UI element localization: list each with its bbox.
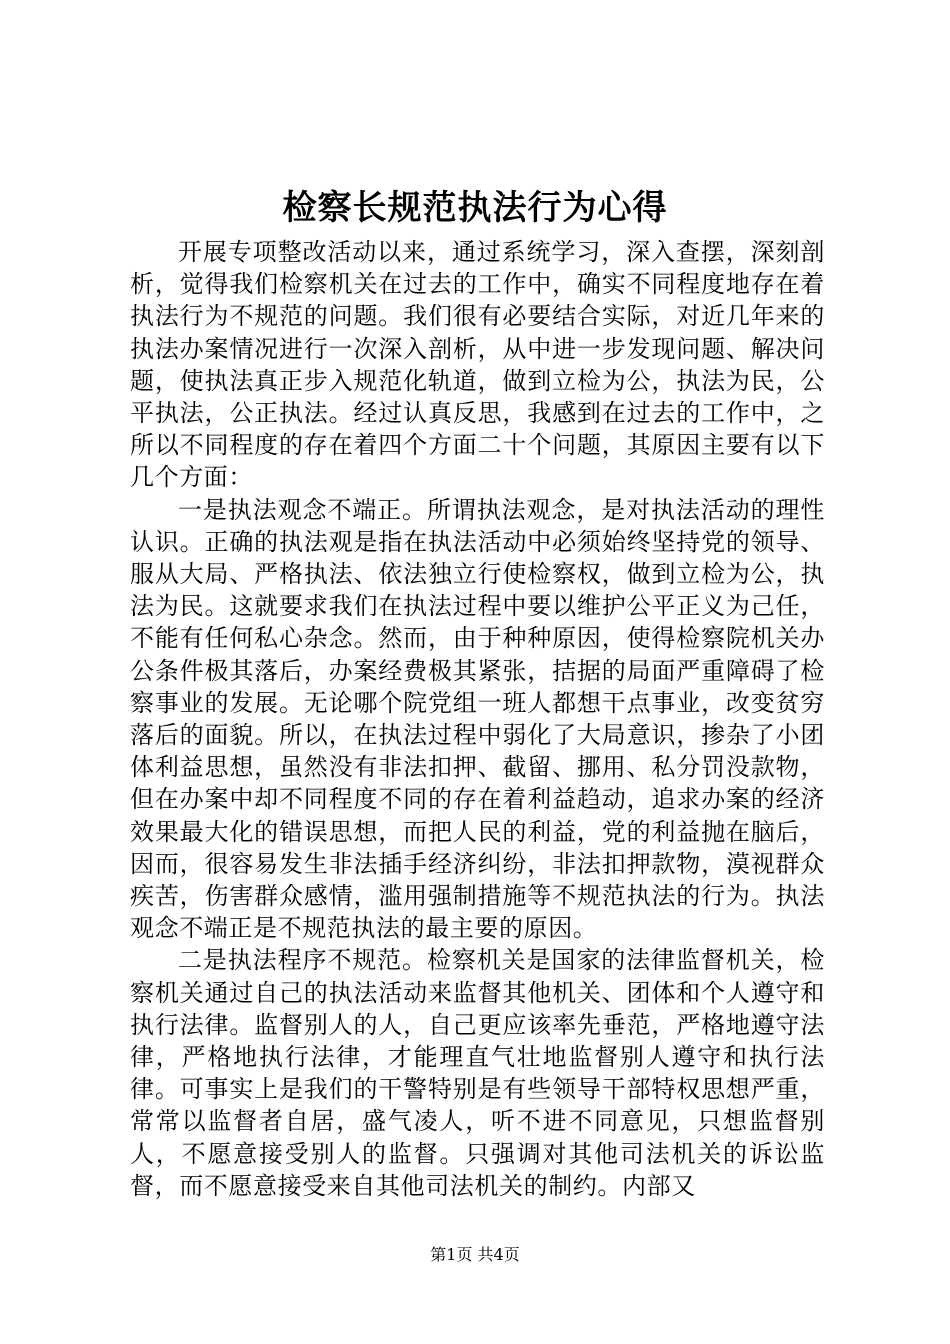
- document-body: [130, 236, 825, 1202]
- paragraph-execution-concept: 一是执法观念不端正。所谓执法观念，是对执法活动的理性认识。正确的执法观是指在执法活动中必须始终坚持党的领导、服从大局、严格执法、依法独立行使检察权，做到立检为公，执法为民。这就要求我们在执法过程中要以维护公平正义为己任，不能有任何私心杂念。然而，由于种种原因，使得检察院机关办公条件极其落后，办案经费极其紧张，拮据的局面严重障碍了检察事业的发展。无论哪个院党组一班人都想干点事业，改变贫穷落后的面貌。所以，在执法过程中弱化了大局意识，掺杂了小团体利益思想，虽然没有非法扣押、截留、挪用、私分罚没款物，但在办案中却不同程度不同的存在着利益趋动，追求办案的经济效果最大化的错误思想，而把人民的利益，党的利益抛在脑后，因而，很容易发生非法插手经济纠纷，非法扣押款物，漠视群众疾苦，伤害群众感情，滥用强制措施等不规范执法的行为。执法观念不端正是不规范执法的最主要的原因。: [130, 495, 825, 943]
- paragraph-intro: 开展专项整改活动以来，通过系统学习，深入查摆，深刻剖析，觉得我们检察机关在过去的工作中，确实不同程度地存在着执法行为不规范的问题。我们很有必要结合实际，对近几年来的执法办案情况进行一次深入剖析，从中进一步发现问题、解决问题，使执法真正步入规范化轨道，做到立检为公，执法为民，公平执法，公正执法。经过认真反思，我感到在过去的工作中，之所以不同程度的存在着四个方面二十个问题，其原因主要有以下几个方面：: [130, 238, 825, 492]
- paragraph-execution-procedure: 二是执法程序不规范。检察机关是国家的法律监督机关，检察机关通过自己的执法活动来监督其他机关、团体和个人遵守和执行法律。监督别人的人，自己更应该率先垂范，严格地遵守法律，严格地执行法律，才能理直气壮地监督别人遵守和执行法律。可事实上是我们的干警特别是有些领导干部特权思想严重，常常以监督者自居，盛气凌人，听不进不同意见，只想监督别人，不愿意接受别人的监督。只强调对其他司法机关的诉讼监督，而不愿意接受来自其他司法机关的制约。内部又: [130, 946, 825, 1200]
- document-title: 检察长规范执法行为心得: [282, 188, 668, 228]
- page-footer: 第1页 共4页: [430, 1245, 520, 1264]
